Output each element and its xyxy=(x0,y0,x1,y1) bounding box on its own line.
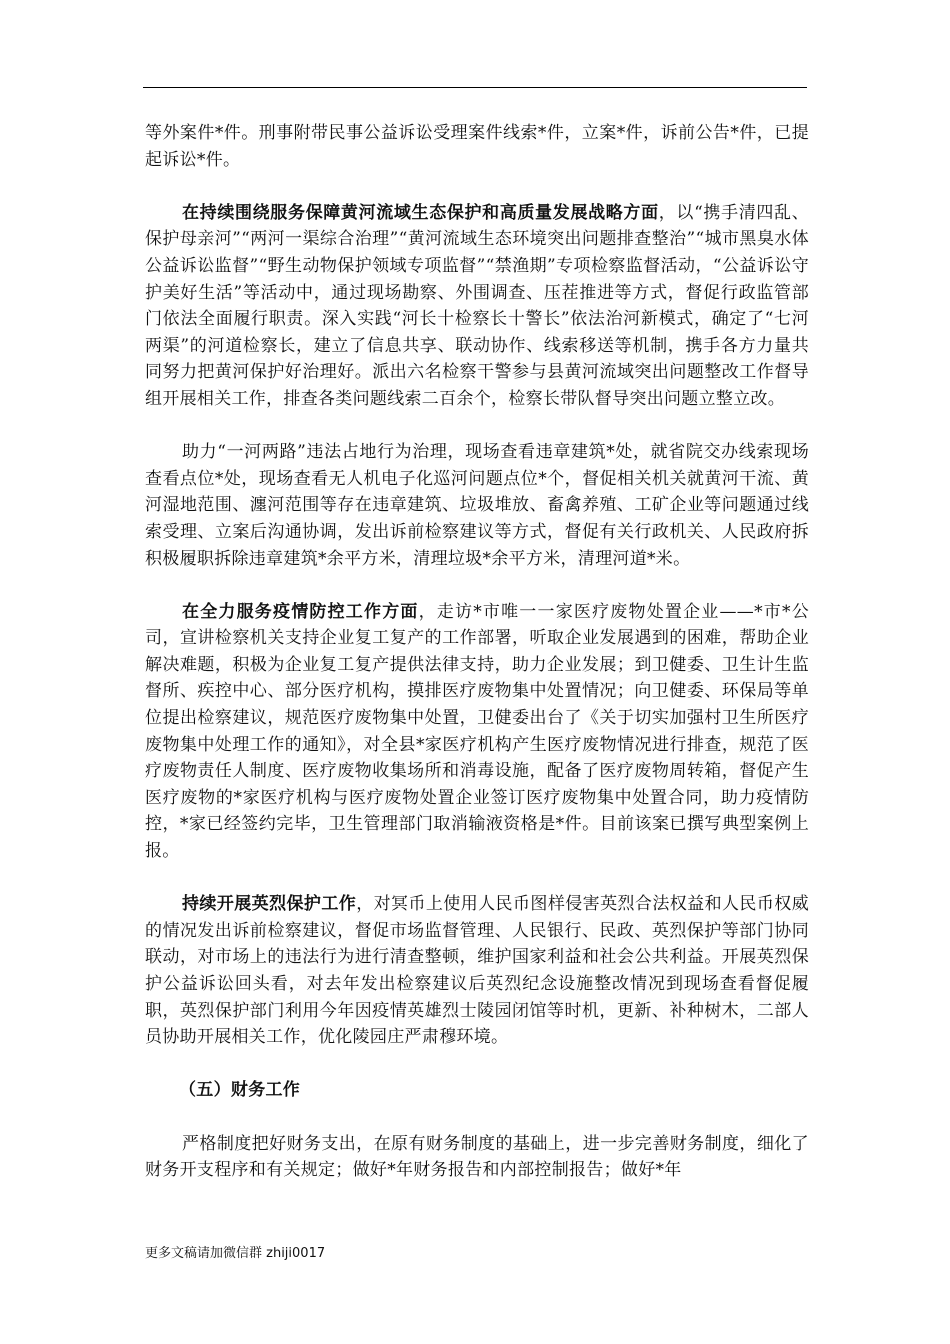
paragraph-text: ，对冥币上使用人民币图样侵害英烈合法权益和人民币权威的情况发出诉前检察建议，督促市场监督管理、人民银行、民政、英烈保护等部门协同联动，对市场上的违法行为进行清查整顿，维护国家利益和社会公共利益。开展英烈保护公益诉讼回头看，对去年发出检察建议后英烈纪念设施整改情况到现场查看督促履职，英烈保护部门利用今年因疫情英雄烈士陵园闭馆等时机，更新、补种树木，二部人员协助开展相关工作，优化陵园庄严肃穆环境。 xyxy=(145,894,809,1048)
paragraph-text: 等外案件*件。刑事附带民事公益诉讼受理案件线索*件，立案*件，诉前公告*件，已提起诉讼*件。 xyxy=(145,123,809,170)
paragraph-text: 严格制度把好财务支出，在原有财务制度的基础上，进一步完善财务制度，细化了财务开支程序和有关规定；做好*年财务报告和内部控制报告；做好*年 xyxy=(145,1133,809,1181)
paragraph-lead: 在持续围绕服务保障黄河流域生态保护和高质量发展战略方面 xyxy=(182,202,659,223)
paragraph-finance xyxy=(145,1131,809,1184)
paragraph-epidemic xyxy=(145,599,809,865)
paragraph-text: ，走访*市唯一一家医疗废物处置企业——*市*公司，宣讲检察机关支持企业复工复产的工作部署，听取企业发展遇到的困难，帮助企业解决难题，积极为企业复工复产提供法律支持，助力企业发展；到卫健委、卫生计生监督所、疾控中心、部分医疗机构，摸排医疗废物集中处置情况；向卫健委、环保局等单位提出检察建议，规范医疗废物集中处置，卫健委出台了《关于切实加强村卫生所医疗废物集中处理工作的通知》，对全县*家医疗机构产生医疗废物情况进行排查，规范了医疗废物责任人制度、医疗废物收集场所和消毒设施，配备了医疗废物周转箱，督促产生医疗废物的*家医疗机构与医疗废物处置企业签订医疗废物集中处置合同，助力疫情防控，*家已经签约完毕，卫生管理部门取消输液资格是*件。目前该案已撰写典型案例上报。 xyxy=(145,601,810,862)
paragraph-text: ，以“携手清四乱、保护母亲河”“两河一渠综合治理”“黄河流域生态环境突出问题排查整治”“城市黑臭水体公益诉讼监督”“野生动物保护领域专项监督”“禁渔期”专项检察监督活动，“公益诉讼守护美好生活”等活动中，通过现场勘察、外围调查、压茬推进等方式，督促行政监管部门依法全面履行职责。深入实践“河长十检察长十警长”依法治河新模式，确定了“七河两渠”的河道检察长，建立了信息共享、联动协作、线索移送等机制，携手各方力量共同努力把黄河保护好治理好。派出六名检察干警参与县黄河流域突出问题整改工作督导组开展相关工作，排查各类问题线索二百余个，检察长带队督导突出问题立整立改。 xyxy=(145,202,809,409)
paragraph-case-counts xyxy=(145,120,809,173)
header-rule xyxy=(143,87,807,88)
section-heading-finance: （五）财务工作 xyxy=(179,1080,301,1101)
paragraph-text: 助力“一河两路”违法占地行为治理，现场查看违章建筑*处，就省院交办线索现场查看点位*处，现场查看无人机电子化巡河问题点位*个，督促相关机关就黄河干流、黄河湿地范围、瀍河范围等存在违章建筑、垃圾堆放、畜禽养殖、工矿企业等问题通过线索受理、立案后沟通协调，发出诉前检察建议等方式，督促有关行政机关、人民政府拆积极履职拆除违章建筑*余平方米，清理垃圾*余平方米，清理河道*米。 xyxy=(145,442,809,569)
paragraph-lead: 在全力服务疫情防控工作方面 xyxy=(182,601,419,622)
paragraph-yellow-river xyxy=(145,200,809,413)
document-body xyxy=(145,120,809,1184)
footer-note: 更多文稿请加微信群 zhiji0017 xyxy=(145,1246,326,1261)
paragraph-heroes xyxy=(145,891,809,1051)
paragraph-illegal-land xyxy=(145,439,809,572)
paragraph-lead: 持续开展英烈保护工作 xyxy=(182,894,357,915)
